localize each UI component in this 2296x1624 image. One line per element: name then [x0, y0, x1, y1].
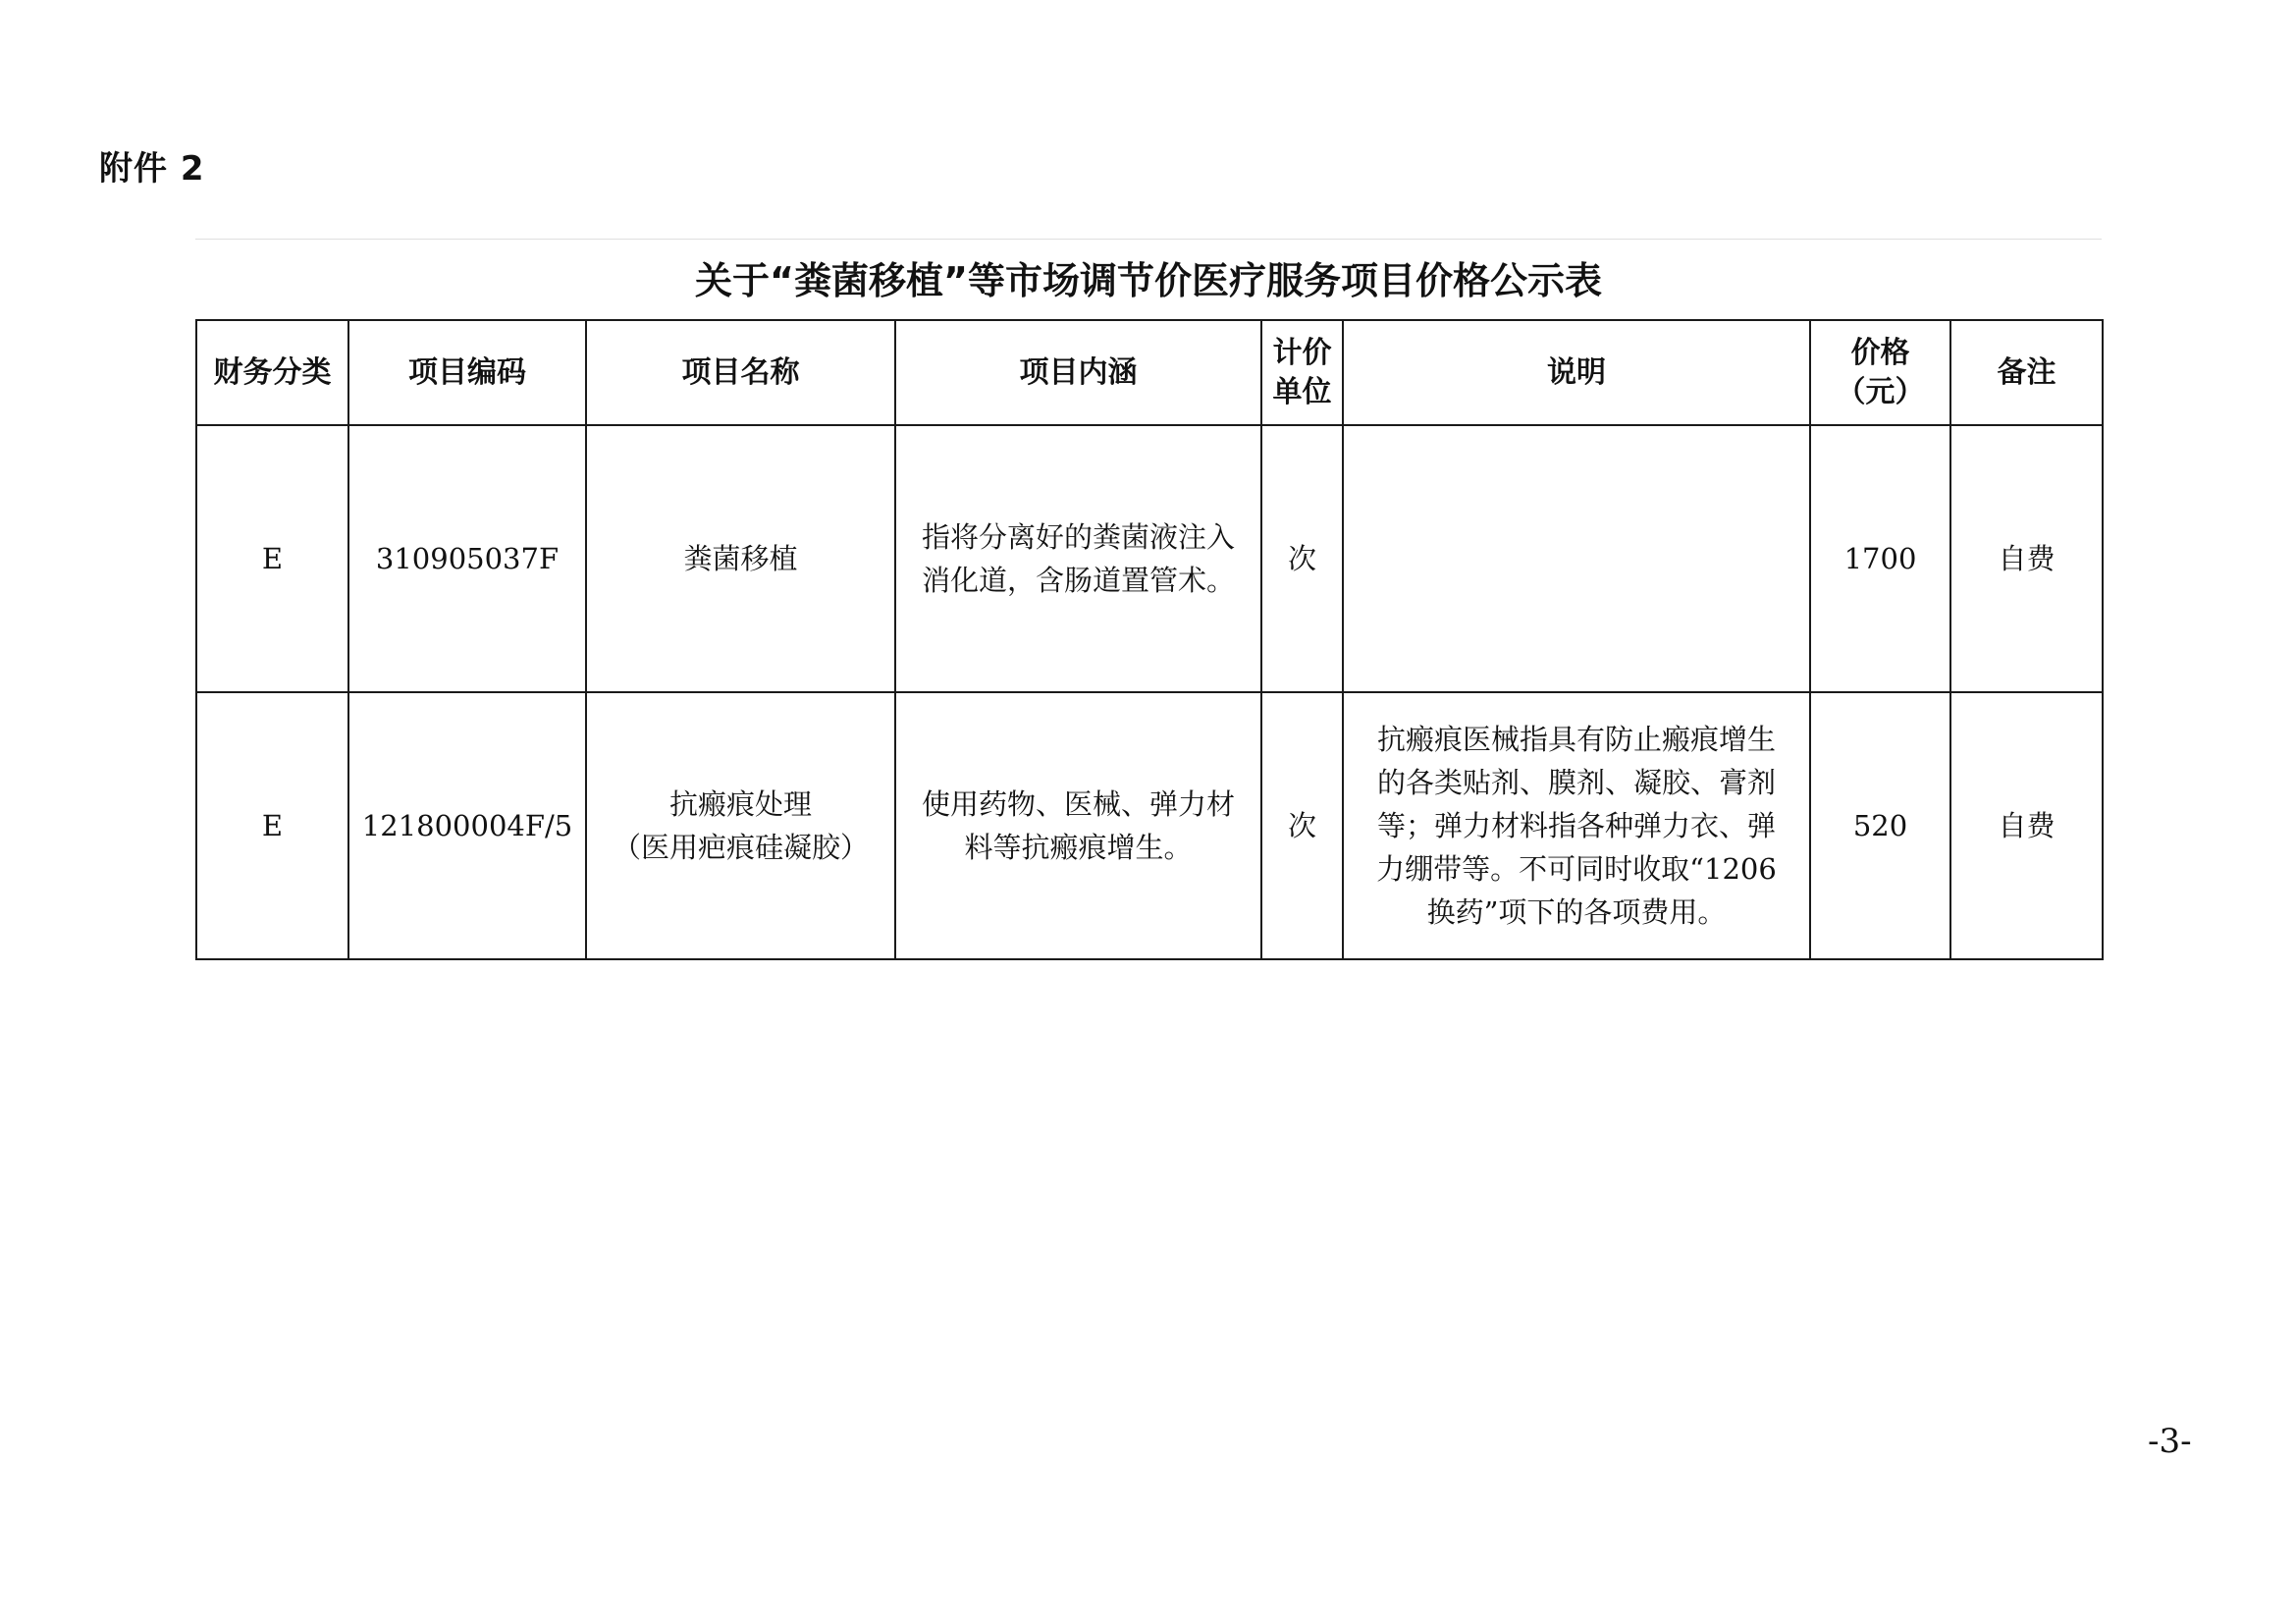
- cell-price: 1700: [1810, 425, 1950, 692]
- cell-category: E: [196, 692, 348, 959]
- header-unit-line1: 计价: [1272, 335, 1332, 370]
- document-title: 关于“粪菌移植”等市场调节价医疗服务项目价格公示表: [695, 259, 1602, 302]
- cell-price: 520: [1810, 692, 1950, 959]
- cell-content-line: 使用药物、医械、弹力材: [921, 787, 1235, 821]
- header-code: 项目编码: [348, 320, 586, 425]
- cell-explanation-line: 力绷带等。不可同时收取“1206: [1376, 852, 1777, 886]
- cell-remark: 自费: [1950, 692, 2103, 959]
- cell-remark: 自费: [1950, 425, 2103, 692]
- header-content: 项目内涵: [895, 320, 1261, 425]
- cell-name-line: （医用疤痕硅凝胶）: [612, 831, 869, 864]
- cell-unit: 次: [1261, 425, 1343, 692]
- header-price-line2: （元）: [1836, 374, 1925, 409]
- cell-name-line: 抗瘢痕处理: [668, 787, 812, 821]
- table-row: [196, 425, 2103, 692]
- cell-unit: 次: [1261, 692, 1343, 959]
- cell-explanation-line: 的各类贴剂、膜剂、凝胶、膏剂: [1376, 766, 1776, 799]
- cell-explanation-line: 等；弹力材料指各种弹力衣、弹: [1376, 809, 1776, 842]
- cell-content: [895, 692, 1261, 959]
- cell-explanation: [1343, 692, 1810, 959]
- cell-code: 121800004F/5: [348, 692, 586, 959]
- top-divider: [195, 239, 2102, 240]
- cell-name: [586, 425, 895, 692]
- table-row: [196, 692, 2103, 959]
- header-unit-line2: 单位: [1272, 374, 1332, 409]
- cell-content-line: 指将分离好的粪菌液注入: [921, 520, 1235, 554]
- cell-explanation-line: 抗瘢痕医械指具有防止瘢痕增生: [1376, 723, 1776, 756]
- price-table: [195, 319, 2104, 960]
- header-remark: 备注: [1950, 320, 2103, 425]
- cell-category: E: [196, 425, 348, 692]
- cell-explanation-line: 换药”项下的各项费用。: [1426, 895, 1727, 929]
- header-name: 项目名称: [586, 320, 895, 425]
- header-price-line1: 价格: [1850, 335, 1910, 370]
- header-unit: [1261, 320, 1343, 425]
- table-header-row: [196, 320, 2103, 425]
- attachment-label: 附件 2: [99, 149, 205, 189]
- cell-content-line: 消化道，含肠道置管术。: [921, 564, 1235, 597]
- header-price: [1810, 320, 1950, 425]
- cell-name: [586, 692, 895, 959]
- cell-content-line: 料等抗瘢痕增生。: [964, 831, 1193, 864]
- cell-explanation: [1343, 425, 1810, 692]
- cell-code: 310905037F: [348, 425, 586, 692]
- page-number: -3-: [2148, 1422, 2192, 1461]
- header-explanation: 说明: [1343, 320, 1810, 425]
- cell-content: [895, 425, 1261, 692]
- cell-name-line: 粪菌移植: [683, 542, 798, 575]
- header-category: 财务分类: [196, 320, 348, 425]
